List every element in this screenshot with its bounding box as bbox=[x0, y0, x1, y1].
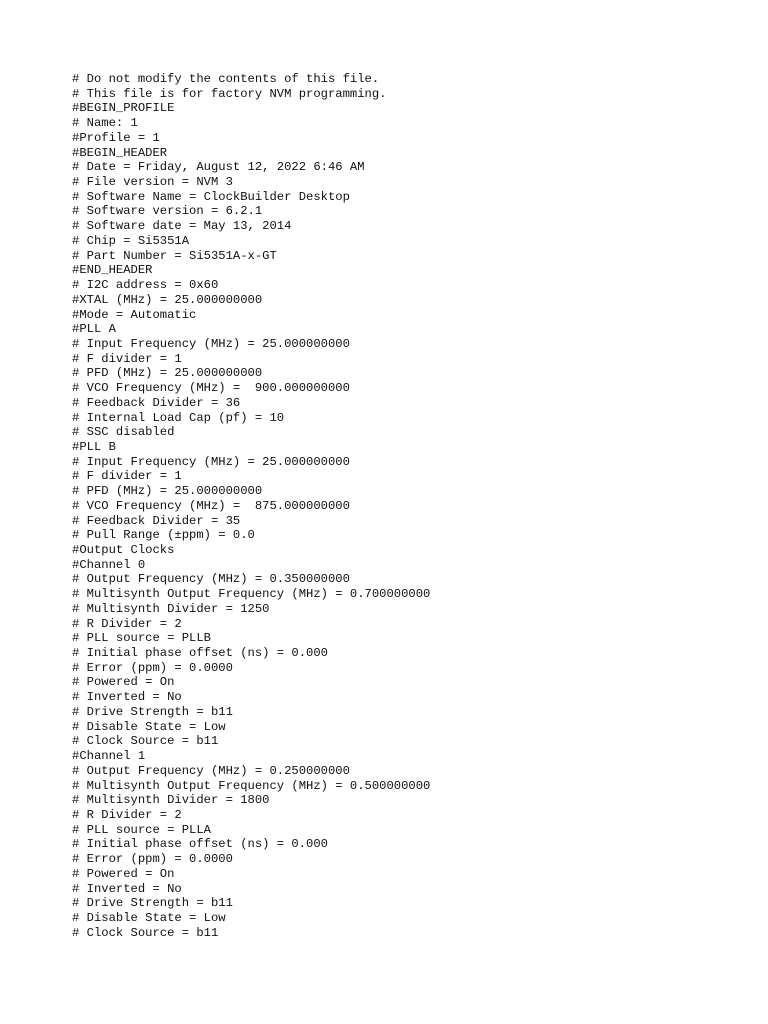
text-line: # Feedback Divider = 36 bbox=[72, 395, 241, 410]
text-line: # Output Frequency (MHz) = 0.250000000 bbox=[72, 763, 350, 778]
text-line: # Disable State = Low bbox=[72, 910, 226, 925]
text-line: #BEGIN_PROFILE bbox=[72, 101, 175, 116]
text-line: #PLL B bbox=[72, 439, 116, 454]
text-line: # PFD (MHz) = 25.000000000 bbox=[72, 484, 263, 499]
text-line: #Mode = Automatic bbox=[72, 307, 197, 322]
text-line: # I2C address = 0x60 bbox=[72, 278, 219, 293]
text-line: #Channel 1 bbox=[72, 749, 146, 764]
text-line: #BEGIN_HEADER bbox=[72, 145, 168, 160]
text-line: # Software Name = ClockBuilder Desktop bbox=[72, 189, 350, 204]
text-line: # Output Frequency (MHz) = 0.350000000 bbox=[72, 572, 350, 587]
text-line: # Multisynth Output Frequency (MHz) = 0.500000000 bbox=[72, 778, 431, 793]
text-line: # PLL source = PLLB bbox=[72, 631, 211, 646]
text-line: #END_HEADER bbox=[72, 263, 153, 278]
text-line: # Feedback Divider = 35 bbox=[72, 513, 241, 528]
text-line: # F divider = 1 bbox=[72, 469, 182, 484]
text-line: # Part Number = Si5351A-x-GT bbox=[72, 248, 277, 263]
text-line: # Input Frequency (MHz) = 25.000000000 bbox=[72, 336, 350, 351]
text-line: # Input Frequency (MHz) = 25.000000000 bbox=[72, 454, 350, 469]
text-line: #XTAL (MHz) = 25.000000000 bbox=[72, 292, 263, 307]
text-line: # Date = Friday, August 12, 2022 6:46 AM bbox=[72, 160, 365, 175]
text-line: # Internal Load Cap (pf) = 10 bbox=[72, 410, 285, 425]
text-line: # Multisynth Output Frequency (MHz) = 0.700000000 bbox=[72, 587, 431, 602]
text-line: # This file is for factory NVM programming. bbox=[72, 86, 387, 101]
text-line: # VCO Frequency (MHz) = 900.000000000 bbox=[72, 381, 350, 396]
text-line: # SSC disabled bbox=[72, 425, 175, 440]
text-line: # Clock Source = b11 bbox=[72, 925, 219, 940]
text-line: # Drive Strength = b11 bbox=[72, 896, 233, 911]
text-line: # PFD (MHz) = 25.000000000 bbox=[72, 366, 263, 381]
text-line: #Output Clocks bbox=[72, 543, 175, 557]
text-line: # Name: 1 bbox=[72, 116, 138, 131]
text-line: #PLL A bbox=[72, 322, 116, 337]
text-line: # Drive Strength = b11 bbox=[72, 704, 233, 719]
text-line: # File version = NVM 3 bbox=[72, 175, 233, 190]
text-line: # Disable State = Low bbox=[72, 719, 226, 734]
text-line: # Error (ppm) = 0.0000 bbox=[72, 660, 233, 675]
text-line: # Software date = May 13, 2014 bbox=[72, 219, 292, 234]
text-line: # Error (ppm) = 0.0000 bbox=[72, 852, 233, 867]
text-line: # Clock Source = b11 bbox=[72, 734, 219, 749]
text-line: # Initial phase offset (ns) = 0.000 bbox=[72, 646, 328, 661]
text-line: # Powered = On bbox=[72, 866, 175, 881]
nvm-file-text bbox=[72, 72, 430, 940]
text-line: # VCO Frequency (MHz) = 875.000000000 bbox=[72, 498, 350, 513]
text-line: # Inverted = No bbox=[72, 881, 182, 896]
text-line: # F divider = 1 bbox=[72, 351, 182, 366]
text-line: # PLL source = PLLA bbox=[72, 822, 211, 837]
text-line: # Multisynth Divider = 1250 bbox=[72, 601, 270, 616]
text-line: # Inverted = No bbox=[72, 690, 182, 705]
text-line: # Chip = Si5351A bbox=[72, 233, 190, 248]
text-line: # R Divider = 2 bbox=[72, 616, 182, 631]
text-line: #Channel 0 bbox=[72, 557, 146, 572]
text-line: # Initial phase offset (ns) = 0.000 bbox=[72, 837, 328, 852]
text-line: # Pull Range (±ppm) = 0.0 bbox=[72, 528, 255, 543]
text-line: # Software version = 6.2.1 bbox=[72, 204, 263, 219]
text-line: #Profile = 1 bbox=[72, 130, 160, 145]
text-line: # Do not modify the contents of this file. bbox=[72, 72, 380, 86]
text-line: # Multisynth Divider = 1800 bbox=[72, 793, 270, 808]
text-line: # R Divider = 2 bbox=[72, 807, 182, 822]
text-line: # Powered = On bbox=[72, 675, 175, 690]
